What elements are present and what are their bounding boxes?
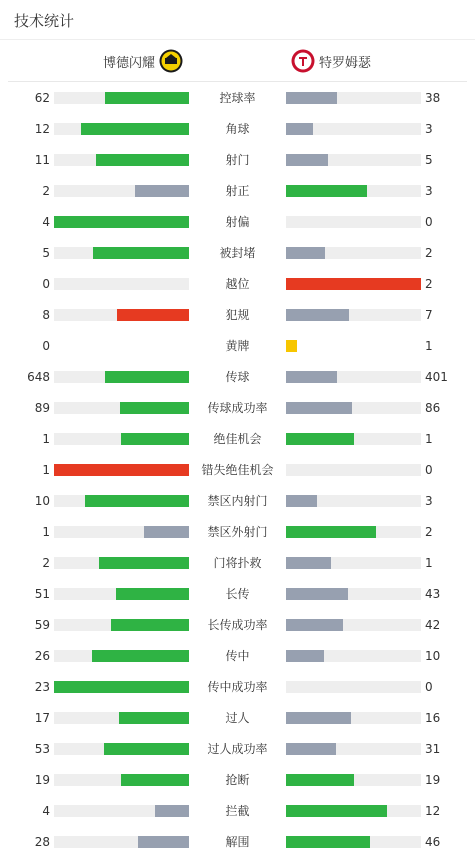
home-team-name: 博德闪耀: [102, 55, 155, 71]
stat-row: [0, 618, 475, 649]
away-stat-bar-track: [286, 743, 421, 755]
home-stat-bar: [119, 712, 189, 724]
stat-row: [0, 277, 475, 308]
away-stat-value: 19: [425, 773, 441, 787]
home-stat-value: 1: [42, 525, 50, 539]
stat-label: 传球成功率: [207, 401, 268, 415]
away-stat-bar-track: [286, 805, 421, 817]
away-stat-value: 5: [425, 153, 433, 167]
away-stat-bar-track: [286, 402, 421, 414]
stat-row: [0, 494, 475, 525]
stat-row: [0, 680, 475, 711]
home-stat-bar-track: [54, 526, 189, 538]
away-stat-value: 2: [425, 277, 433, 291]
away-team-name: 特罗姆瑟: [319, 55, 372, 71]
home-stat-bar-track: [54, 619, 189, 631]
away-stat-value: 1: [425, 556, 433, 570]
away-stat-bar-track: [286, 340, 421, 352]
away-stat-bar-track: [286, 371, 421, 383]
away-stat-bar-track: [286, 619, 421, 631]
away-stat-bar-track: [286, 774, 421, 786]
home-stat-value: 17: [34, 711, 50, 725]
stat-row: [0, 401, 475, 432]
stat-row: [0, 587, 475, 618]
home-stat-bar-track: [54, 650, 189, 662]
away-stat-bar: [286, 278, 421, 290]
away-stat-value: 0: [425, 680, 433, 694]
home-stat-value: 89: [34, 401, 50, 415]
home-stat-bar-track: [54, 588, 189, 600]
home-stat-bar-track: [54, 340, 189, 352]
stat-label: 错失绝佳机会: [201, 463, 274, 477]
stat-row: [0, 804, 475, 835]
away-stat-bar-track: [286, 495, 421, 507]
stat-label: 禁区内射门: [207, 494, 268, 508]
stat-label: 传中成功率: [207, 680, 268, 694]
home-stat-bar-track: [54, 805, 189, 817]
stat-label: 射门: [225, 153, 250, 167]
home-stat-bar: [85, 495, 189, 507]
stat-row: [0, 246, 475, 277]
home-stat-bar: [81, 123, 189, 135]
stat-label: 拦截: [225, 804, 250, 818]
home-stat-bar-track: [54, 495, 189, 507]
stat-row: [0, 215, 475, 246]
home-team[interactable]: [103, 48, 183, 74]
home-stat-value: 53: [34, 742, 50, 756]
home-stat-bar-track: [54, 92, 189, 104]
away-stat-value: 16: [425, 711, 441, 725]
away-stat-bar-track: [286, 278, 421, 290]
stat-row: [0, 649, 475, 680]
home-stat-bar-track: [54, 185, 189, 197]
home-stat-value: 23: [34, 680, 50, 694]
home-stat-bar: [120, 402, 189, 414]
home-stat-value: 1: [42, 463, 50, 477]
home-stat-bar-track: [54, 278, 189, 290]
stat-label: 绝佳机会: [213, 432, 262, 446]
away-stat-bar-track: [286, 464, 421, 476]
stat-label: 射偏: [225, 215, 250, 229]
home-stat-value: 28: [34, 835, 50, 849]
home-stat-bar-track: [54, 433, 189, 445]
stat-label: 解围: [225, 835, 250, 849]
stat-label: 射正: [225, 184, 250, 198]
stat-row: [0, 122, 475, 153]
home-stat-bar: [105, 92, 189, 104]
away-stat-bar: [286, 185, 367, 197]
away-stat-bar-track: [286, 681, 421, 693]
stat-row: [0, 711, 475, 742]
away-stat-value: 0: [425, 215, 433, 229]
away-stat-bar: [286, 371, 337, 383]
away-stat-value: 86: [425, 401, 441, 415]
away-stat-bar-track: [286, 712, 421, 724]
stat-label: 犯规: [225, 308, 250, 322]
away-stat-bar: [286, 526, 376, 538]
away-stat-bar: [286, 92, 337, 104]
home-stat-bar-track: [54, 681, 189, 693]
home-stat-value: 5: [42, 246, 50, 260]
away-stat-bar: [286, 743, 336, 755]
away-stat-value: 1: [425, 339, 433, 353]
home-stat-value: 2: [42, 184, 50, 198]
home-stat-bar-track: [54, 774, 189, 786]
stat-row: [0, 773, 475, 804]
stat-row: [0, 308, 475, 339]
away-stat-bar: [286, 340, 297, 352]
away-stat-value: 31: [425, 742, 441, 756]
away-stat-bar-track: [286, 154, 421, 166]
away-stat-bar: [286, 123, 313, 135]
away-stat-value: 46: [425, 835, 441, 849]
stat-label: 过人: [225, 711, 250, 725]
stat-label: 角球: [225, 122, 250, 136]
teams-header: [8, 40, 467, 82]
stat-label: 被封堵: [219, 246, 256, 260]
away-stat-bar: [286, 402, 352, 414]
home-stat-bar: [99, 557, 189, 569]
stat-label: 过人成功率: [207, 742, 268, 756]
home-stat-value: 2: [42, 556, 50, 570]
stat-row: [0, 432, 475, 463]
stat-label: 越位: [225, 277, 250, 291]
stat-label: 控球率: [219, 91, 256, 105]
home-stat-bar-track: [54, 309, 189, 321]
away-stat-value: 2: [425, 525, 433, 539]
away-team-crest-icon: [291, 49, 315, 73]
home-stat-bar-track: [54, 216, 189, 228]
home-stat-value: 8: [42, 308, 50, 322]
stat-row: [0, 153, 475, 184]
home-stat-bar-track: [54, 402, 189, 414]
home-stat-bar: [116, 588, 189, 600]
away-stat-bar-track: [286, 247, 421, 259]
home-stat-bar-track: [54, 712, 189, 724]
home-stat-bar: [54, 464, 189, 476]
away-stat-bar-track: [286, 836, 421, 848]
stat-label: 长传: [225, 587, 250, 601]
away-stat-value: 2: [425, 246, 433, 260]
stat-label: 传中: [225, 649, 250, 663]
home-stat-value: 11: [34, 153, 50, 167]
stat-label: 传球: [225, 370, 250, 384]
home-stat-value: 19: [34, 773, 50, 787]
away-stat-bar: [286, 557, 331, 569]
home-stat-value: 4: [42, 215, 50, 229]
stat-row: [0, 525, 475, 556]
home-stat-bar: [117, 309, 189, 321]
home-stat-bar: [96, 154, 189, 166]
away-stat-bar-track: [286, 92, 421, 104]
home-stat-bar: [135, 185, 189, 197]
stat-label: 门将扑救: [213, 556, 262, 570]
home-stat-value: 1: [42, 432, 50, 446]
home-stat-bar: [104, 743, 189, 755]
away-stat-value: 1: [425, 432, 433, 446]
away-stat-bar-track: [286, 433, 421, 445]
home-stat-value: 10: [34, 494, 50, 508]
home-stat-bar: [105, 371, 189, 383]
away-stat-bar: [286, 433, 354, 445]
away-stat-bar-track: [286, 588, 421, 600]
home-team-crest-icon: [159, 49, 183, 73]
home-stat-bar-track: [54, 836, 189, 848]
home-stat-bar-track: [54, 464, 189, 476]
home-stat-bar-track: [54, 123, 189, 135]
away-stat-bar: [286, 247, 325, 259]
away-stat-bar-track: [286, 309, 421, 321]
away-stat-value: 42: [425, 618, 441, 632]
home-stat-bar-track: [54, 557, 189, 569]
stat-row: [0, 184, 475, 215]
away-stat-bar: [286, 774, 354, 786]
home-stat-bar: [121, 433, 189, 445]
home-stat-value: 0: [42, 277, 50, 291]
away-stat-value: 401: [425, 370, 448, 384]
home-stat-bar: [54, 681, 189, 693]
away-stat-bar-track: [286, 557, 421, 569]
stat-label: 长传成功率: [207, 618, 268, 632]
home-stat-bar-track: [54, 247, 189, 259]
stat-row: [0, 742, 475, 773]
away-stat-value: 7: [425, 308, 433, 322]
away-stat-bar-track: [286, 185, 421, 197]
home-stat-bar: [144, 526, 189, 538]
away-team[interactable]: [291, 48, 371, 74]
home-stat-bar: [93, 247, 189, 259]
away-stat-value: 0: [425, 463, 433, 477]
away-stat-value: 3: [425, 122, 433, 136]
home-stat-bar-track: [54, 154, 189, 166]
home-stat-value: 0: [42, 339, 50, 353]
home-stat-bar: [121, 774, 189, 786]
stat-row: [0, 339, 475, 370]
stat-label: 黄牌: [225, 339, 250, 353]
home-stat-bar: [111, 619, 189, 631]
stat-row: [0, 463, 475, 494]
away-stat-value: 10: [425, 649, 441, 663]
away-stat-bar-track: [286, 650, 421, 662]
home-stat-value: 648: [27, 370, 50, 384]
away-stat-bar: [286, 650, 324, 662]
home-stat-bar: [138, 836, 189, 848]
away-stat-bar-track: [286, 526, 421, 538]
away-stat-bar: [286, 836, 370, 848]
stat-row: [0, 370, 475, 401]
away-stat-value: 3: [425, 184, 433, 198]
page-title: 技术统计: [0, 0, 475, 40]
away-stat-bar: [286, 805, 387, 817]
home-stat-value: 26: [34, 649, 50, 663]
stat-row: [0, 835, 475, 866]
home-stat-value: 62: [34, 91, 50, 105]
away-stat-bar: [286, 712, 351, 724]
stat-row: [0, 91, 475, 122]
home-stat-bar: [54, 216, 189, 228]
away-stat-bar: [286, 619, 343, 631]
away-stat-value: 43: [425, 587, 441, 601]
home-stat-bar: [92, 650, 189, 662]
home-stat-value: 59: [34, 618, 50, 632]
away-stat-bar: [286, 309, 349, 321]
away-stat-bar: [286, 588, 348, 600]
away-stat-value: 38: [425, 91, 441, 105]
home-stat-bar-track: [54, 743, 189, 755]
away-stat-bar: [286, 154, 328, 166]
stat-label: 禁区外射门: [207, 525, 268, 539]
home-stat-value: 51: [34, 587, 50, 601]
away-stat-bar: [286, 495, 317, 507]
home-stat-value: 4: [42, 804, 50, 818]
away-stat-value: 12: [425, 804, 441, 818]
away-stat-bar-track: [286, 216, 421, 228]
home-stat-bar: [155, 805, 189, 817]
home-stat-bar-track: [54, 371, 189, 383]
away-stat-value: 3: [425, 494, 433, 508]
stat-label: 抢断: [225, 773, 250, 787]
stat-row: [0, 556, 475, 587]
away-stat-bar-track: [286, 123, 421, 135]
home-stat-value: 12: [34, 122, 50, 136]
